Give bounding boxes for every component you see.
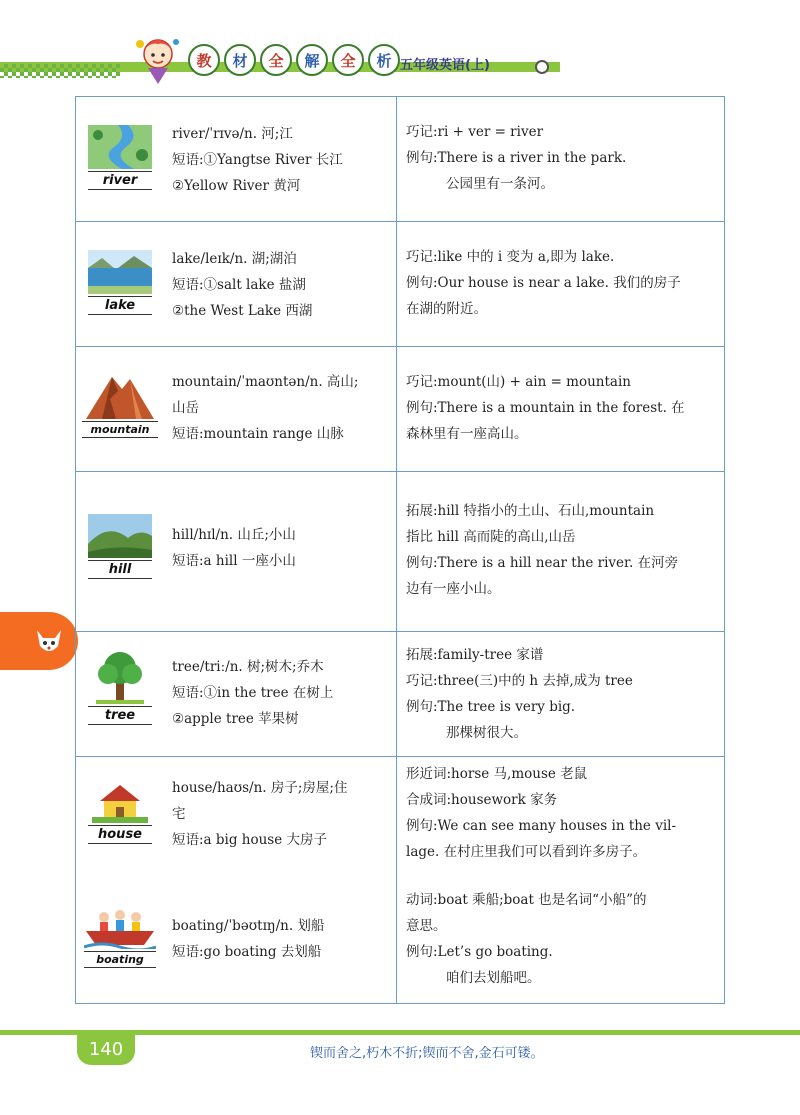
note-line: 拓展:family-tree 家谱 [406,647,544,663]
word-card-label: hill [88,560,152,579]
note-line: 例句:The tree is very big. [406,699,576,715]
word-notes [406,369,718,447]
entry-line: 山岳 [172,400,199,416]
note-line: 巧记:ri + ver = river [406,124,544,140]
note-line: 拓展:hill 特指小的土山、石山,mountain [406,503,655,519]
word-notes [406,119,718,197]
entry-line: tree/triː/n. 树;树木;乔木 [172,659,324,675]
vocab-row-house-boating [76,757,724,1003]
girl-mascot-icon [130,30,186,86]
word-entry [172,246,392,324]
entry-line: lake/leɪk/n. 湖;湖泊 [172,251,297,267]
word-card-label: tree [88,706,152,725]
entry-line: mountain/ˈmaʊntən/n. 高山; [172,374,359,390]
word-entry [172,654,392,732]
note-line: 例句:There is a river in the park. [406,150,627,166]
vocabulary-table [75,96,725,1004]
word-notes [406,761,718,865]
word-entry [172,121,392,199]
word-card-label: lake [88,296,152,315]
entry-line: river/ˈrɪvə/n. 河;江 [172,126,293,142]
title-char: 全 [260,44,292,76]
hill-illustration-icon [88,514,152,558]
note-line: 公园里有一条河。 [446,176,554,192]
word-card-boating [84,907,156,968]
title-char: 解 [296,44,328,76]
vocab-row-river [76,97,724,222]
note-line: 例句:We can see many houses in the vil- [406,818,677,834]
page-header [0,0,800,95]
entry-line: 短语:①in the tree 在树上 [172,685,334,701]
word-entry [172,522,392,574]
word-entry [172,913,392,965]
entry-line: house/haʊs/n. 房子;房屋;住 [172,780,348,796]
vocab-row-mountain [76,347,724,472]
title-char: 教 [188,44,220,76]
word-entry [172,775,392,853]
house-illustration-icon [88,779,152,823]
note-line: lage. 在村庄里我们可以看到许多房子。 [406,844,647,860]
note-line: 例句:There is a mountain in the forest. 在 [406,400,685,416]
header-dot-icon [535,60,549,74]
note-line: 形近词:horse 马,mouse 老鼠 [406,766,588,782]
lake-illustration-icon [88,250,152,294]
river-illustration-icon [88,125,152,169]
note-line: 森林里有一座高山。 [406,426,528,442]
side-tab [0,612,78,670]
entry-line: ②Yellow River 黄河 [172,178,301,194]
entry-line: 短语:mountain range 山脉 [172,426,344,442]
vocab-row-tree [76,632,724,757]
entry-line: 短语:a hill 一座小山 [172,553,296,569]
word-card-label: mountain [82,421,158,438]
header-check-pattern [0,64,120,78]
title-char: 材 [224,44,256,76]
entry-line: ②apple tree 苹果树 [172,711,299,727]
entry-line: 短语:①salt lake 盐湖 [172,277,306,293]
word-card-hill [88,514,152,579]
note-line: 那棵树很大。 [446,725,527,741]
word-card-house [88,779,152,844]
word-notes [406,244,718,322]
entry-line: 短语:①Yangtse River 长江 [172,152,343,168]
note-line: 在湖的附近。 [406,301,487,317]
book-title [188,44,400,76]
note-line: 边有一座小山。 [406,581,501,597]
note-line: 巧记:mount(山) + ain = mountain [406,374,631,390]
word-card-lake [88,250,152,315]
note-line: 例句:There is a hill near the river. 在河旁 [406,555,679,571]
boating-illustration-icon [84,907,156,949]
word-entry [172,369,392,447]
entry-line: ②the West Lake 西湖 [172,303,313,319]
note-line: 巧记:like 中的 i 变为 a,即为 lake. [406,249,615,265]
note-line: 合成词:housework 家务 [406,792,558,808]
word-notes [406,498,718,602]
note-line: 意思。 [406,918,447,934]
note-line: 动词:boat 乘船;boat 也是名词“小船”的 [406,892,647,908]
note-line: 指比 hill 高而陡的高山,山岳 [406,529,576,545]
book-subtitle: 五年级英语(上) [400,58,490,73]
word-card-river [88,125,152,190]
word-notes [406,887,718,991]
word-card-label: house [88,825,152,844]
title-char: 析 [368,44,400,76]
vocab-row-hill [76,472,724,632]
entry-line: boating/ˈbəʊtɪŋ/n. 划船 [172,918,325,934]
note-line: 例句:Our house is near a lake. 我们的房子 [406,275,681,291]
vocab-row-lake [76,222,724,347]
word-card-label: river [88,171,152,190]
page-number: 140 [77,1035,135,1065]
tree-illustration-icon [88,648,152,704]
fox-face-icon [34,626,64,656]
word-notes [406,642,718,746]
title-char: 全 [332,44,364,76]
note-line: 例句:Let’s go boating. [406,944,553,960]
footer-quote: 锲而舍之,朽木不折;锲而不舍,金石可镂。 [310,1046,544,1061]
mountain-illustration-icon [82,369,158,419]
word-card-label: boating [84,951,156,968]
entry-line: 宅 [172,806,186,822]
note-line: 巧记:three(三)中的 h 去掉,成为 tree [406,673,633,689]
entry-line: hill/hɪl/n. 山丘;小山 [172,527,296,543]
entry-line: 短语:a big house 大房子 [172,832,328,848]
word-card-tree [88,648,152,725]
word-card-mountain [82,369,158,438]
entry-line: 短语:go boating 去划船 [172,944,322,960]
note-line: 咱们去划船吧。 [446,970,541,986]
